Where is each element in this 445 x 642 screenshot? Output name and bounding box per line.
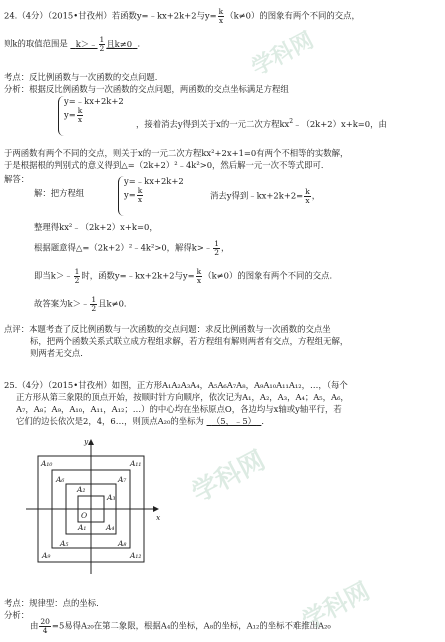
q24-fenxi-3: 于两函数有两个不同的交点，则关于x的一元二次方程kx²+2x+1=0有两个不相等的实数解， (4, 148, 349, 158)
label-a2: A₂ (77, 485, 86, 494)
label-a5: A₅ (60, 539, 69, 548)
q24-fenxi-4: 于是根据根的判别式的意义得到△=（2k+2）²﹣4k²>0，然后解一元一次不等式即可． (4, 160, 330, 170)
label-a1: A₁ (78, 523, 87, 532)
label-a4: A₄ (106, 523, 115, 532)
watermark: 学科网 (297, 576, 375, 636)
label-a3: A₃ (107, 493, 116, 502)
q25-line-1: 25.（4分）（2015•甘孜州）如图，正方形A₁A₂A₃A₄，A₅A₆A₇A₈，A₉A₁₀A₁₁A₁₂，…，（每个 (4, 380, 348, 390)
q24-xiaoqu: 消去y得到﹣kx+2k+2= $\frac{k}{x}$ ， (210, 187, 321, 205)
q24-fenxi-2: ，接着消去y得到关于x的一元二次方程$kx^2﹣(2k+2)x+k=0$，由 (136, 118, 387, 129)
fraction: $\frac{k}{x}$ (218, 7, 224, 25)
q24-dianping-3: 则两者无交点． (30, 348, 89, 358)
q24-answer: k＞﹣ $\frac{1}{2}$ 且k≠0 (75, 35, 133, 53)
q25-answer: （5，﹣5） (211, 416, 257, 426)
q24-jiek: 即当k＞﹣ $\frac{1}{2}$ 时，函数y=﹣kx+2k+2与y= $\frac{k}{x}$ （k≠0）的图象有两个不同的交点． (34, 267, 338, 285)
q24-gu: 故答案为k＞﹣ $\frac{1}{2}$ 且k≠0． (34, 295, 133, 313)
q25-line-4: 它们的边长依次是2，4，6…，则顶点A₂₀的坐标为 （5，﹣5） ． (16, 416, 270, 426)
q24-zhengli: 整理得kx²﹣（2k+2）x+k=0， (34, 222, 158, 232)
q24-jie-label: 解：把方程组 (34, 188, 85, 198)
q24-genju: 根据题意得△=（2k+2）²﹣4k²>0，解得k>﹣ $\frac{1}{2}$ ， (34, 239, 230, 257)
origin-label: O (81, 511, 88, 520)
q24-jieda: 解答： (4, 174, 30, 184)
q24-dianping-2: 标，把两个函数关系式联立成方程组求解，若方程组有解则两者有交点，方程组无解， (30, 336, 349, 346)
label-a6: A₆ (56, 475, 65, 484)
label-a10: A₁₀ (41, 459, 53, 468)
q25-line-2: 正方形从第三象限的顶点开始，按顺时针方向顺序，依次记为A₁，A₂，A₃，A₄；A₅，A₆， (16, 392, 349, 402)
q25-kaodian: 考点：规律型：点的坐标． (4, 598, 105, 608)
y-axis-label: y (84, 437, 89, 446)
q24-equation-system-1: y=﹣kx+2k+2 y= $\frac{k}{x}$ (58, 96, 124, 136)
q25-fenxi-label: 分析： (4, 610, 30, 620)
q25-fenxi: 由 $\frac{20}{4}$ =5易得A₂₀在第二象限，根据A₄的坐标，A₈的坐标，A₁₂的坐标不难推出A₂₀ (30, 617, 331, 635)
q24-dianping-1: 点评：本题考查了反比例函数与一次函数的交点问题：求反比例函数与一次函数的交点坐 (4, 324, 331, 334)
watermark: 学科网 (247, 28, 318, 82)
q24-header: 24.（4分）（2015•甘孜州）若函数y=﹣kx+2k+2与y= $\frac{k}{x}$ （k≠0）的图象有两个不同的交点， (4, 7, 360, 25)
label-a9: A₉ (42, 551, 51, 560)
nested-squares-figure (20, 434, 170, 584)
q24-kaodian: 考点：反比例函数与一次函数的交点问题． (4, 72, 164, 82)
q25-line-3: A₇，A₈；A₉，A₁₀，A₁₁，A₁₂；…）的中心均在坐标原点O，各边均与x轴或y轴平行，若 (16, 404, 342, 414)
watermark: 学科网 (187, 445, 271, 509)
q24-fenxi-1: 分析：根据反比例函数与一次函数的交点问题，两函数的交点坐标满足方程组 (4, 84, 289, 94)
q24-equation-system-2: y=﹣kx+2k+2 y= $\frac{k}{x}$ (118, 176, 184, 216)
label-a8: A₈ (118, 539, 127, 548)
x-axis-label: x (156, 513, 161, 522)
label-a7: A₇ (118, 475, 127, 484)
q24-answer-line: 则k的取值范围是 k＞﹣ $\frac{1}{2}$ 且k≠0 ． (4, 35, 146, 53)
label-a11: A₁₁ (130, 459, 142, 468)
label-a12: A₁₂ (130, 551, 142, 560)
